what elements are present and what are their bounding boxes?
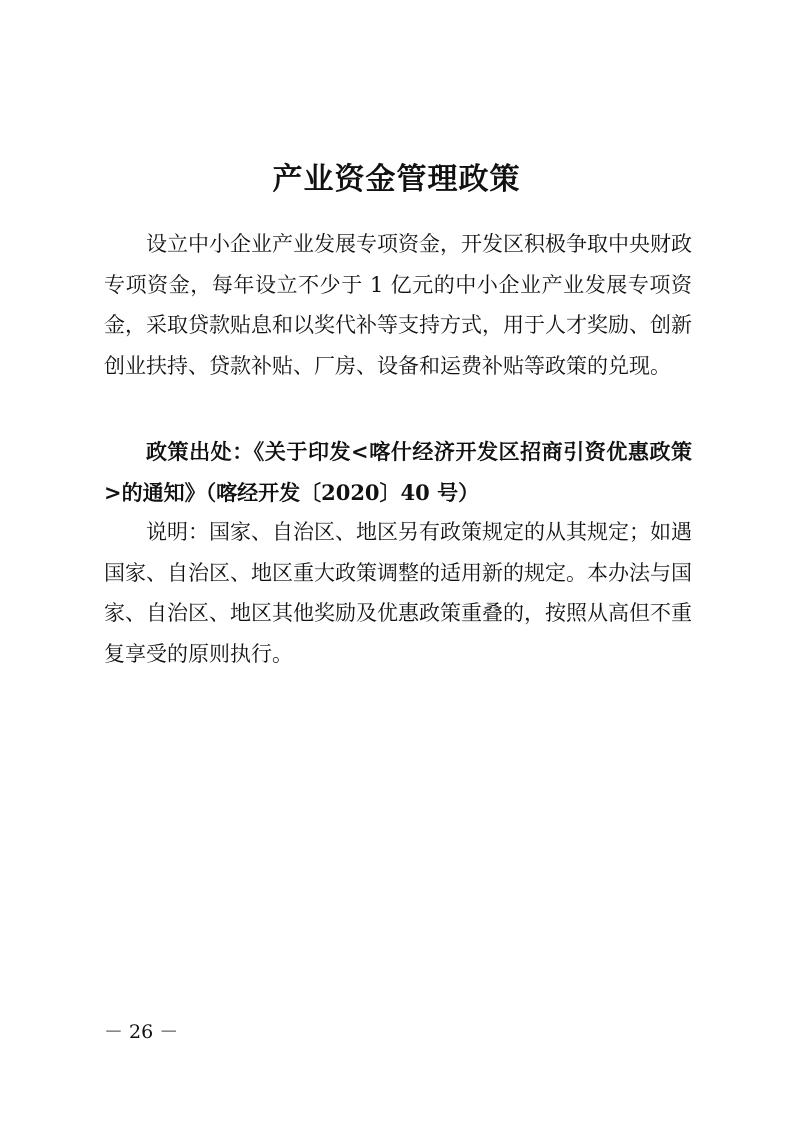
note-paragraph: 说明：国家、自治区、地区另有政策规定的从其规定；如遇国家、自治区、地区重大政策调整的适用新的规定。本办法与国家、自治区、地区其他奖励及优惠政策重叠的，按照从高但不重复享受的原则执行。	[104, 520, 692, 666]
body-paragraph: 设立中小企业产业发展专项资金，开发区积极争取中央财政专项资金，每年设立不少于 1 亿元的中小企业产业发展专项资金，采取贷款贴息和以奖代补等支持方式，用于人才奖励、创新创业扶持、贷款补贴、厂房、设备和运费补贴等政策的兑现。	[104, 232, 692, 378]
page-number: － 26 －	[104, 1021, 179, 1043]
page-title: 产业资金管理政策	[272, 162, 521, 198]
policy-source: 政策出处：《关于印发<喀什经济开发区招商引资优惠政策>的通知》（喀经开发〔2020〕40 号）	[104, 439, 692, 505]
